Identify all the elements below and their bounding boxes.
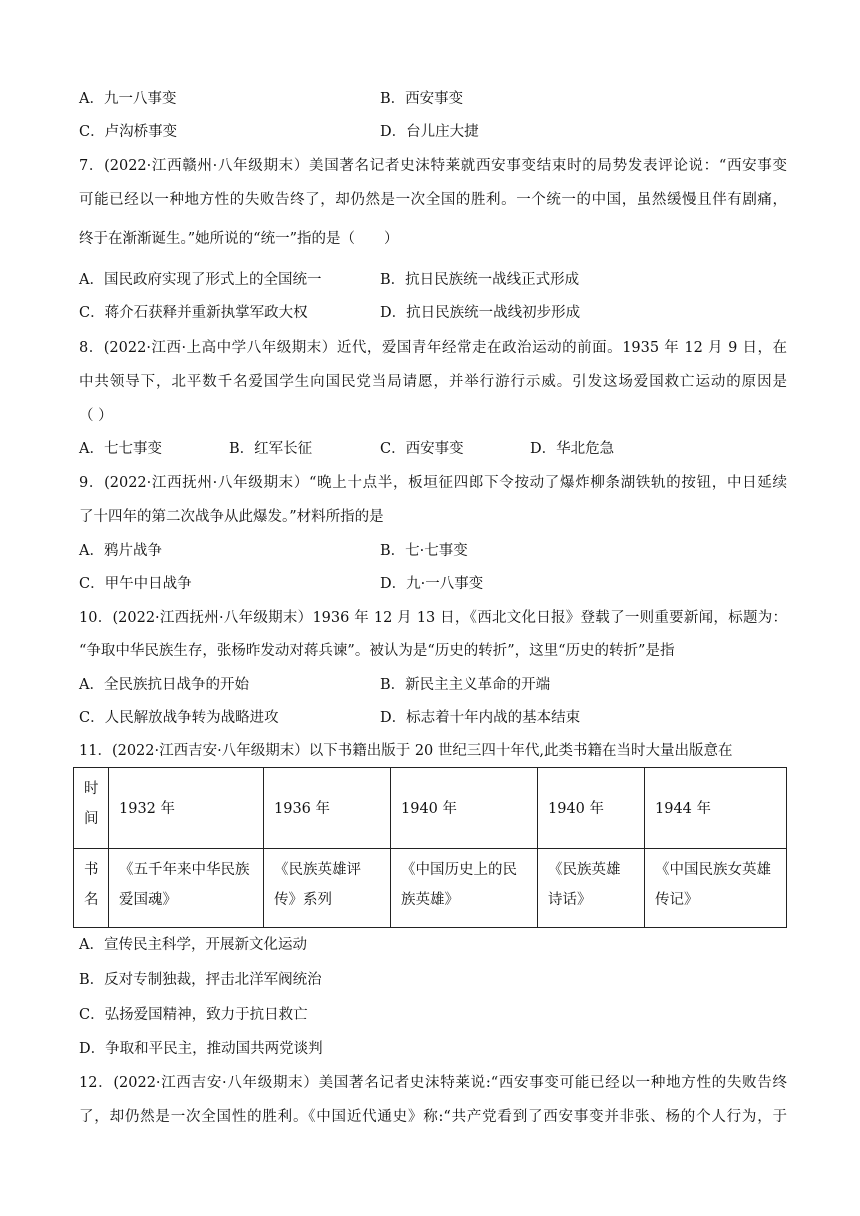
q7-option-a: A．国民政府实现了形式上的全国统一 xyxy=(79,272,322,288)
year-cell: 1940 年 xyxy=(401,801,458,817)
book-cell: 《中国民族女英雄传记》 xyxy=(655,862,771,908)
q8-option-c: C．西安事变 xyxy=(380,441,464,457)
q6-option-c: C．卢沟桥事变 xyxy=(79,124,178,140)
table-cell xyxy=(109,768,264,849)
q8-option-d: D．华北危急 xyxy=(530,441,615,457)
book-cell: 《五千年来中华民族爱国魂》 xyxy=(119,862,250,908)
q10-option-c: C．人民解放战争转为战略进攻 xyxy=(79,710,279,726)
q10-stem-line-2: “争取中华民族生存，张杨昨发动对蒋兵谏”。被认为是“历史的转折”，这里“历史的转折”是指 xyxy=(79,643,675,659)
q12-stem-line-2: 了，却仍然是一次全国性的胜利。《中国近代通史》称:“共产党看到了西安事变并非张、杨的个人行为，于 xyxy=(79,1109,787,1125)
q7-option-c: C．蒋介石获释并重新执掌军政大权 xyxy=(79,305,308,321)
table-cell xyxy=(538,849,645,928)
q10-option-d: D．标志着十年内战的基本结束 xyxy=(380,710,581,726)
table-cell xyxy=(645,849,787,928)
q8-stem-line-3: （ ） xyxy=(79,408,113,424)
q8-stem-line-2: 中共领导下，北平数千名爱国学生向国民党当局请愿，并举行游行示威。引发这场爱国救亡运动的原因是 xyxy=(79,374,787,390)
q6-option-b: B．西安事变 xyxy=(380,91,464,107)
q9-option-c: C．甲午中日战争 xyxy=(79,576,192,592)
table-cell xyxy=(109,849,264,928)
q10-option-a: A．全民族抗日战争的开始 xyxy=(79,677,249,693)
q7-option-d: D．抗日民族统一战线初步形成 xyxy=(380,305,581,321)
q7-option-b: B．抗日民族统一战线正式形成 xyxy=(380,272,580,288)
q10-stem-line-1: 10．(2022·江西抚州·八年级期末）1936 年 12 月 13 日，《西北文化日报》登载了一则重要新闻，标题为： xyxy=(79,610,787,626)
title-header: 书名 xyxy=(84,862,99,908)
q11-option-a: A．宣传民主科学，开展新文化运动 xyxy=(79,937,307,953)
q9-option-b: B．七·七事变 xyxy=(380,543,468,559)
q8-stem-line-1: 8．(2022·江西·上高中学八年级期末）近代，爱国青年经常走在政治运动的前面。1935 年 12 月 9 日，在 xyxy=(79,340,787,356)
table-row-years xyxy=(74,768,787,849)
q9-option-d: D．九·一八事变 xyxy=(380,576,484,592)
table-header-cell xyxy=(74,768,109,849)
table-cell xyxy=(264,849,391,928)
q6-option-a: A．九一八事变 xyxy=(79,91,177,107)
table-cell xyxy=(538,768,645,849)
book-cell: 《民族英雄评传》系列 xyxy=(274,862,361,908)
book-cell: 《民族英雄诗话》 xyxy=(548,862,621,908)
q11-option-c: C．弘扬爱国精神，致力于抗日救亡 xyxy=(79,1007,308,1023)
q10-option-b: B．新民主主义革命的开端 xyxy=(380,677,551,693)
books-table xyxy=(73,767,787,928)
q11-stem: 11．(2022·江西吉安·八年级期末）以下书籍出版于 20 世纪三四十年代,此类书籍在当时大量出版意在 xyxy=(79,743,733,759)
q9-stem-line-2: 了十四年的第二次战争从此爆发。”材料所指的是 xyxy=(79,509,384,525)
year-cell: 1932 年 xyxy=(119,801,176,817)
book-cell: 《中国历史上的民族英雄》 xyxy=(401,862,517,908)
q7-stem-line-2: 可能已经以一种地方性的失败告终了，却仍然是一次全国的胜利。一个统一的中国，虽然缓慢且伴有剧痛， xyxy=(79,192,787,208)
table-header-cell xyxy=(74,849,109,928)
q9-stem-line-1: 9．(2022·江西抚州·八年级期末）“晚上十点半，板垣征四郎下令按动了爆炸柳条湖铁轨的按钮，中日延续 xyxy=(79,475,787,491)
year-cell: 1936 年 xyxy=(274,801,331,817)
table-cell xyxy=(391,849,538,928)
q7-stem-line-1: 7．(2022·江西赣州·八年级期末）美国著名记者史沫特莱就西安事变结束时的局势发表评论说：“西安事变 xyxy=(79,158,787,174)
time-header: 时间 xyxy=(84,781,99,827)
q7-stem-line-3: 终于在渐渐诞生。”她所说的“统一”指的是（ ） xyxy=(79,231,399,247)
q9-option-a: A．鸦片战争 xyxy=(79,543,162,559)
q12-stem-line-1: 12．(2022·江西吉安·八年级期末）美国著名记者史沫特莱说:“西安事变可能已经以一种地方性的失败告终 xyxy=(79,1075,787,1091)
q8-option-a: A．七七事变 xyxy=(79,441,162,457)
year-cell: 1944 年 xyxy=(655,801,712,817)
q11-option-d: D．争取和平民主，推动国共两党谈判 xyxy=(79,1041,323,1057)
q11-option-b: B．反对专制独裁，抨击北洋军阀统治 xyxy=(79,972,322,988)
q6-option-d: D．台儿庄大捷 xyxy=(380,124,479,140)
table-cell xyxy=(264,768,391,849)
table-row-books xyxy=(74,849,787,928)
q8-option-b: B．红军长征 xyxy=(229,441,313,457)
table-cell xyxy=(645,768,787,849)
year-cell: 1940 年 xyxy=(548,801,605,817)
table-cell xyxy=(391,768,538,849)
